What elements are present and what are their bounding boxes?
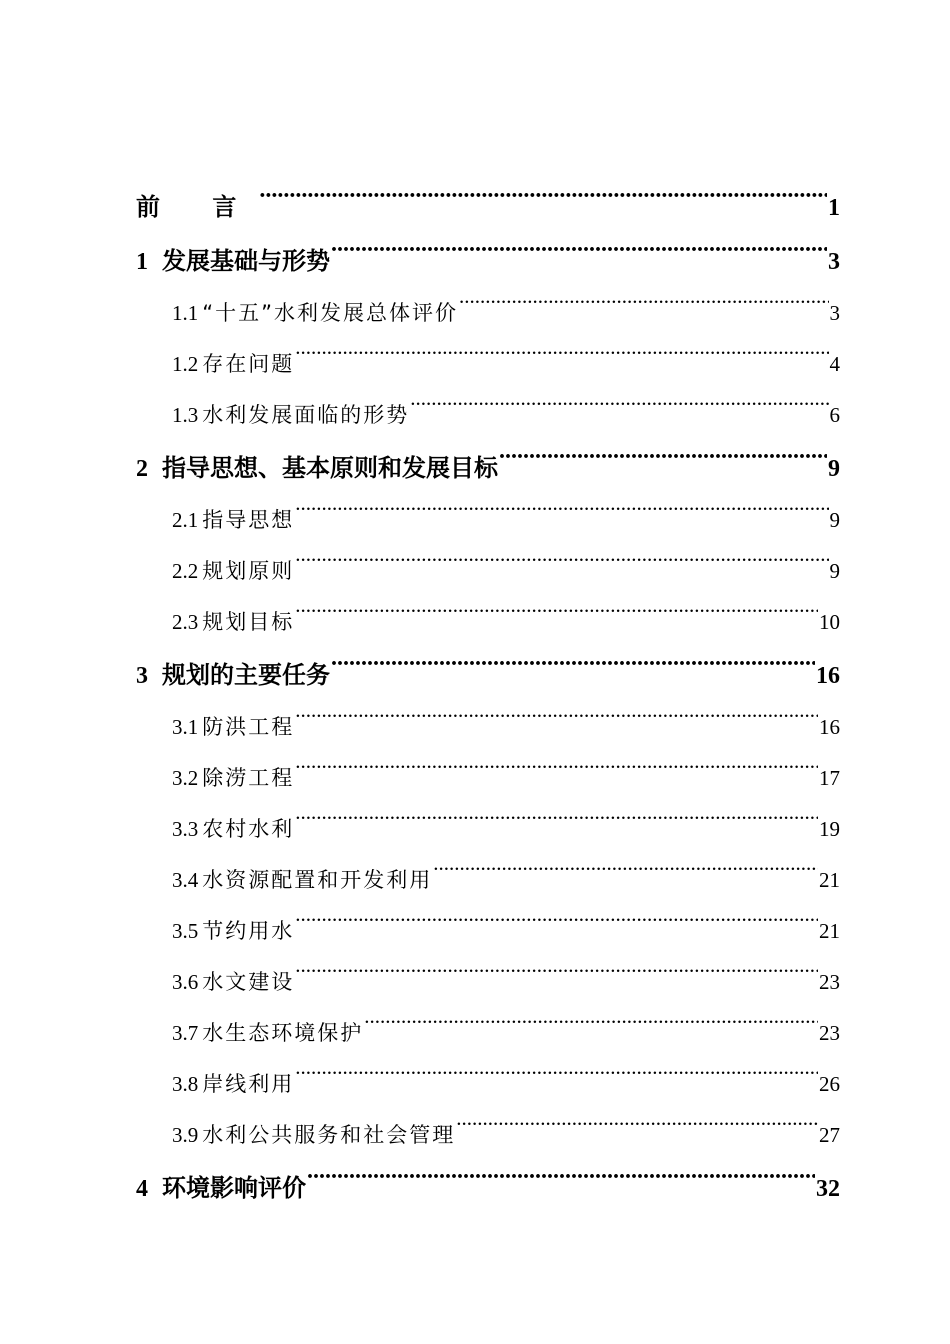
toc-leader-dots	[259, 191, 827, 215]
toc-entry-section-2-2[interactable]	[136, 546, 840, 597]
toc-entry-page: 17	[819, 766, 840, 790]
toc-leader-dots	[295, 968, 818, 989]
toc-entry-page: 9	[829, 508, 840, 532]
toc-leader-dots	[410, 401, 828, 422]
toc-entry-number: 3	[136, 663, 148, 689]
toc-entry-title: 水资源配置和开发利用	[202, 868, 433, 892]
toc-entry-page: 26	[819, 1072, 840, 1096]
toc-entry-number: 2.3	[172, 610, 199, 634]
toc-entry-title: 防洪工程	[202, 715, 295, 739]
toc-entry-section-2-3[interactable]	[136, 597, 840, 648]
toc-entry-page: 3	[829, 301, 840, 325]
toc-entry-title: 水利发展面临的形势	[202, 403, 410, 427]
toc-entry-section-1-1[interactable]	[136, 288, 840, 339]
toc-leader-dots	[307, 1172, 815, 1196]
toc-entry-page: 10	[819, 610, 840, 634]
toc-entry-page: 9	[829, 559, 840, 583]
toc-entry-number: 2.1	[172, 508, 199, 532]
toc-entry-section-3-7[interactable]	[136, 1008, 840, 1059]
toc-entry-preface[interactable]	[136, 180, 840, 234]
toc-entry-page: 6	[829, 403, 840, 427]
toc-leader-dots	[433, 866, 818, 887]
toc-leader-dots	[295, 1070, 818, 1091]
toc-entry-number: 3.6	[172, 970, 199, 994]
toc-entry-number: 3.3	[172, 817, 199, 841]
toc-leader-dots	[295, 713, 818, 734]
toc-entry-title: 存在问题	[202, 352, 295, 376]
toc-entry-page: 16	[816, 663, 840, 689]
toc-leader-dots	[295, 506, 828, 527]
toc-entry-page: 4	[829, 352, 840, 376]
toc-entry-page: 27	[819, 1123, 840, 1147]
toc-entry-number: 1	[136, 249, 148, 275]
toc-entry-number: 3.5	[172, 919, 199, 943]
toc-entry-chapter-3[interactable]	[136, 648, 840, 702]
toc-entry-title: 环境影响评价	[162, 1174, 306, 1202]
toc-entry-section-3-4[interactable]	[136, 855, 840, 906]
toc-entry-page: 9	[828, 456, 840, 482]
toc-entry-title: 规划的主要任务	[162, 661, 330, 689]
toc-entry-title: 除涝工程	[202, 766, 295, 790]
toc-entry-chapter-1[interactable]	[136, 234, 840, 288]
toc-leader-dots	[331, 245, 827, 269]
toc-entry-title: 水利公共服务和社会管理	[202, 1123, 456, 1147]
toc-entry-section-3-8[interactable]	[136, 1059, 840, 1110]
toc-entry-number: 1.3	[172, 403, 199, 427]
toc-entry-section-3-5[interactable]	[136, 906, 840, 957]
toc-entry-number: 1.2	[172, 352, 199, 376]
toc-entry-section-1-3[interactable]	[136, 390, 840, 441]
toc-entry-number: 3.8	[172, 1072, 199, 1096]
toc-entry-page: 1	[828, 195, 840, 221]
toc-entry-page: 16	[819, 715, 840, 739]
toc-entry-section-3-6[interactable]	[136, 957, 840, 1008]
toc-leader-dots	[295, 815, 818, 836]
toc-entry-page: 21	[819, 868, 840, 892]
toc-entry-title: 规划目标	[202, 610, 295, 634]
toc-leader-dots	[331, 659, 815, 683]
toc-entry-number: 1.1	[172, 301, 199, 325]
toc-leader-dots	[295, 350, 828, 371]
toc-entry-title: 岸线利用	[202, 1072, 295, 1096]
toc-entry-title: 指导思想	[202, 508, 295, 532]
toc-leader-dots	[459, 299, 828, 320]
toc-entry-title: 水文建设	[202, 970, 295, 994]
toc-entry-page: 3	[828, 249, 840, 275]
toc-entry-number: 3.4	[172, 868, 199, 892]
toc-entry-number: 4	[136, 1176, 148, 1202]
toc-leader-dots	[295, 608, 818, 629]
toc-entry-page: 21	[819, 919, 840, 943]
toc-entry-section-2-1[interactable]	[136, 495, 840, 546]
toc-entry-page: 19	[819, 817, 840, 841]
toc-entry-section-3-3[interactable]	[136, 804, 840, 855]
toc-entry-number: 3.1	[172, 715, 199, 739]
toc-leader-dots	[295, 917, 818, 938]
toc-entry-title: 指导思想、基本原则和发展目标	[162, 454, 498, 482]
toc-entry-title: “十五”水利发展总体评价	[202, 301, 459, 325]
toc-leader-dots	[295, 557, 828, 578]
toc-entry-number: 3.9	[172, 1123, 199, 1147]
toc-entry-chapter-2[interactable]	[136, 441, 840, 495]
toc-entry-number: 2.2	[172, 559, 199, 583]
toc-entry-title: 前 言	[136, 193, 259, 221]
toc-entry-chapter-4[interactable]	[136, 1161, 840, 1215]
toc-entry-title: 农村水利	[202, 817, 295, 841]
toc-entry-section-1-2[interactable]	[136, 339, 840, 390]
toc-leader-dots	[499, 452, 827, 476]
toc-entry-page: 32	[816, 1176, 840, 1202]
toc-entry-section-3-1[interactable]	[136, 702, 840, 753]
toc-entry-page: 23	[819, 970, 840, 994]
toc-entry-title: 节约用水	[202, 919, 295, 943]
toc-entry-page: 23	[819, 1021, 840, 1045]
toc-entry-section-3-9[interactable]	[136, 1110, 840, 1161]
toc-leader-dots	[364, 1019, 818, 1040]
toc-entry-number: 3.7	[172, 1021, 199, 1045]
toc-leader-dots	[295, 764, 818, 785]
toc-entry-section-3-2[interactable]	[136, 753, 840, 804]
toc-entry-number: 3.2	[172, 766, 199, 790]
toc-entry-title: 水生态环境保护	[202, 1021, 364, 1045]
toc-entry-title: 规划原则	[202, 559, 295, 583]
table-of-contents	[136, 180, 840, 1215]
toc-entry-number: 2	[136, 456, 148, 482]
toc-entry-title: 发展基础与形势	[162, 247, 330, 275]
toc-leader-dots	[456, 1121, 818, 1142]
